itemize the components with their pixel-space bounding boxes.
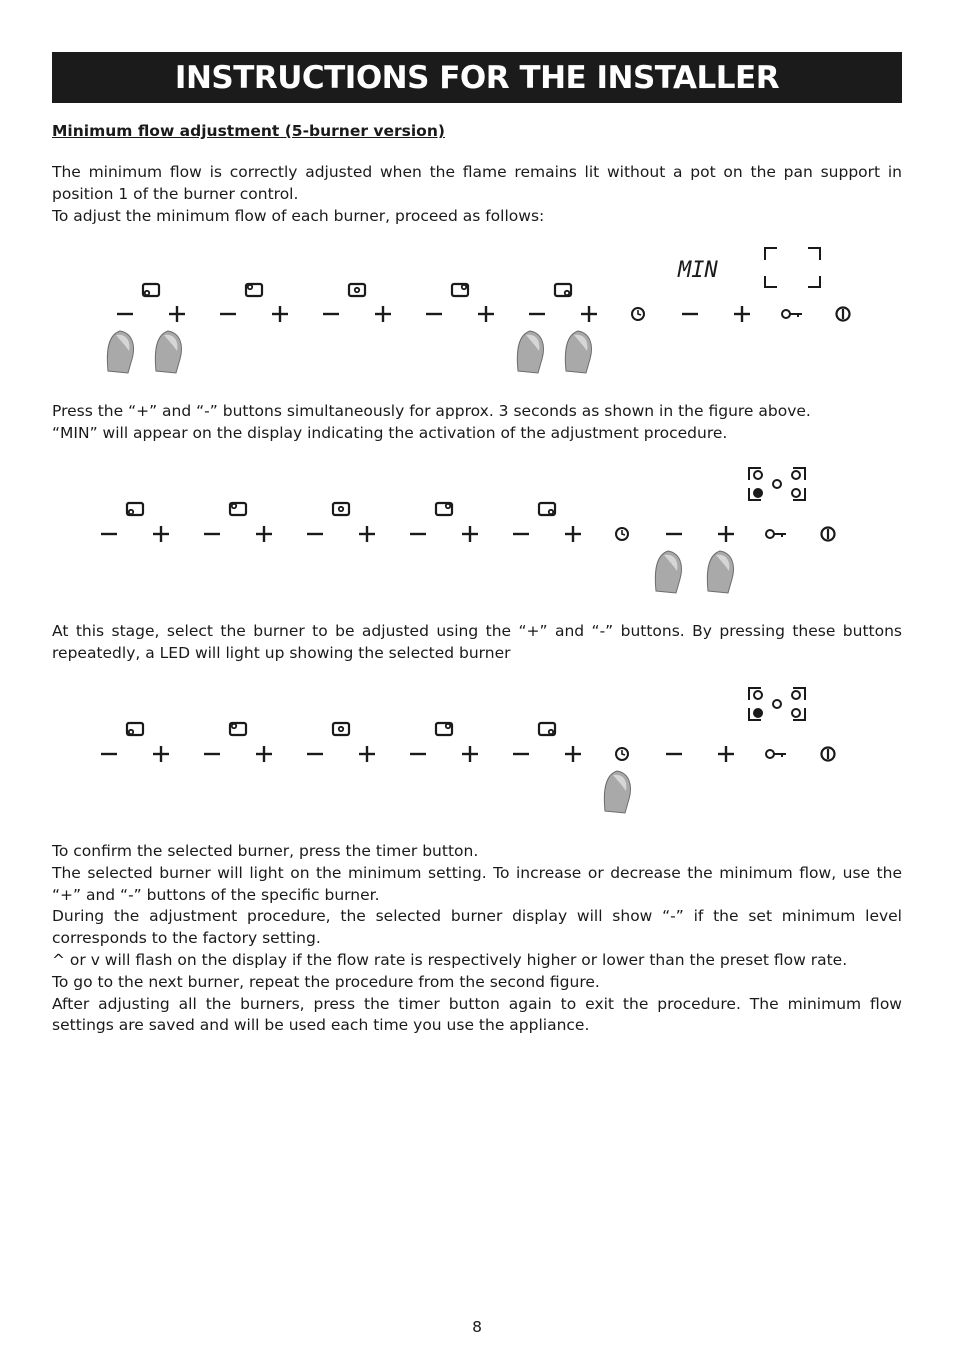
- burner-front-right-icon: [555, 284, 571, 296]
- key-lock-icon[interactable]: [766, 750, 786, 758]
- burner-centre-plus-button[interactable]: [375, 306, 391, 322]
- burner-front-left-plus-button[interactable]: [256, 746, 272, 762]
- burner-rear-left-icon: [127, 503, 143, 515]
- burner-front-left-icon: [230, 723, 246, 735]
- burner-front-right-icon: [539, 503, 555, 515]
- power-icon[interactable]: [837, 308, 850, 321]
- finger-press-icon: [517, 331, 543, 373]
- burner-centre-plus-button[interactable]: [359, 746, 375, 762]
- intro-line-1: The minimum flow is correctly adjusted when the flame remains lit without a pot on the pan support in position 1 of the burner control.: [52, 163, 902, 203]
- burner-centre-icon: [333, 503, 349, 515]
- control-panel-figure-3: [0, 680, 954, 820]
- power-icon[interactable]: [822, 528, 835, 541]
- timer-icon[interactable]: [632, 308, 644, 320]
- min-display-text: MIN: [678, 258, 718, 283]
- step1-line-1: Press the “+” and “-” buttons simultaneously for approx. 3 seconds as shown in the figure above.: [52, 402, 811, 420]
- selected-burner-led: [753, 708, 763, 718]
- key-lock-icon[interactable]: [766, 530, 786, 538]
- intro-line-2: To adjust the minimum flow of each burner, proceed as follows:: [52, 206, 545, 225]
- page-title: INSTRUCTIONS FOR THE INSTALLER: [174, 59, 780, 96]
- finger-press-icon: [707, 551, 733, 593]
- intro-paragraph: [52, 162, 902, 227]
- finger-press-icon: [107, 331, 133, 373]
- step3-line-6: After adjusting all the burners, press the timer button again to exit the procedure. The minimum flow settings are saved and will be used each time you use the appliance.: [52, 994, 902, 1035]
- step3-line-3: During the adjustment procedure, the selected burner display will show “-” if the set minimum level corresponds to the factory setting.: [52, 907, 902, 948]
- step3-paragraph: [52, 841, 902, 1037]
- burner-rear-left-icon: [143, 284, 159, 296]
- burner-led-map: [749, 468, 805, 500]
- finger-press-icon: [604, 771, 630, 813]
- step3-line-2: The selected burner will light on the minimum setting. To increase or decrease the minimum flow, use the “+” and “-” buttons of the specific burner.: [52, 863, 902, 904]
- control-panel-figure-1: [0, 240, 954, 380]
- burner-front-right-plus-button[interactable]: [581, 306, 597, 322]
- step3-line-1: To confirm the selected burner, press the timer button.: [52, 842, 479, 860]
- burner-front-left-icon: [230, 503, 246, 515]
- burner-rear-right-plus-button[interactable]: [462, 746, 478, 762]
- step1-line-2: “MIN” will appear on the display indicating the activation of the adjustment procedure.: [52, 423, 728, 442]
- burner-front-right-icon: [539, 723, 555, 735]
- timer-plus-button[interactable]: [718, 746, 734, 762]
- control-panel-figure-2: [0, 460, 954, 600]
- burner-rear-right-icon: [436, 723, 452, 735]
- burner-front-right-plus-button[interactable]: [565, 526, 581, 542]
- page-number: 8: [472, 1318, 482, 1336]
- burner-rear-right-plus-button[interactable]: [462, 526, 478, 542]
- min-display: [677, 258, 718, 283]
- key-lock-icon[interactable]: [782, 310, 802, 318]
- step2-paragraph: [52, 621, 902, 665]
- timer-icon[interactable]: [616, 748, 628, 760]
- burner-centre-plus-button[interactable]: [359, 526, 375, 542]
- timer-plus-button[interactable]: [718, 526, 734, 542]
- step3-line-4: ^ or v will flash on the display if the flow rate is respectively higher or lower than the preset flow rate.: [52, 950, 848, 969]
- finger-press-icon: [565, 331, 591, 373]
- burner-centre-icon: [333, 723, 349, 735]
- burner-centre-icon: [349, 284, 365, 296]
- finger-press-icon: [655, 551, 681, 593]
- power-icon[interactable]: [822, 748, 835, 761]
- burner-led-map: [749, 688, 805, 720]
- step2-line-1: At this stage, select the burner to be adjusted using the “+” and “-” buttons. By pressing these buttons repeatedly, a LED will light up showing the selected burner: [52, 622, 902, 662]
- burner-front-left-plus-button[interactable]: [272, 306, 288, 322]
- finger-press-icon: [155, 331, 181, 373]
- title-banner: [52, 52, 902, 103]
- step1-paragraph: [52, 401, 902, 445]
- timer-plus-button[interactable]: [734, 306, 750, 322]
- burner-rear-left-plus-button[interactable]: [169, 306, 185, 322]
- selected-burner-led: [753, 488, 763, 498]
- burner-rear-right-icon: [436, 503, 452, 515]
- burner-rear-left-icon: [127, 723, 143, 735]
- step3-line-5: To go to the next burner, repeat the procedure from the second figure.: [52, 972, 600, 991]
- burner-front-left-plus-button[interactable]: [256, 526, 272, 542]
- section-heading: Minimum flow adjustment (5-burner version): [52, 122, 445, 140]
- display-corner-brackets: [765, 248, 820, 287]
- burner-front-right-plus-button[interactable]: [565, 746, 581, 762]
- burner-rear-left-plus-button[interactable]: [153, 526, 169, 542]
- timer-icon[interactable]: [616, 528, 628, 540]
- burner-rear-right-plus-button[interactable]: [478, 306, 494, 322]
- burner-rear-right-icon: [452, 284, 468, 296]
- burner-front-left-icon: [246, 284, 262, 296]
- burner-rear-left-plus-button[interactable]: [153, 746, 169, 762]
